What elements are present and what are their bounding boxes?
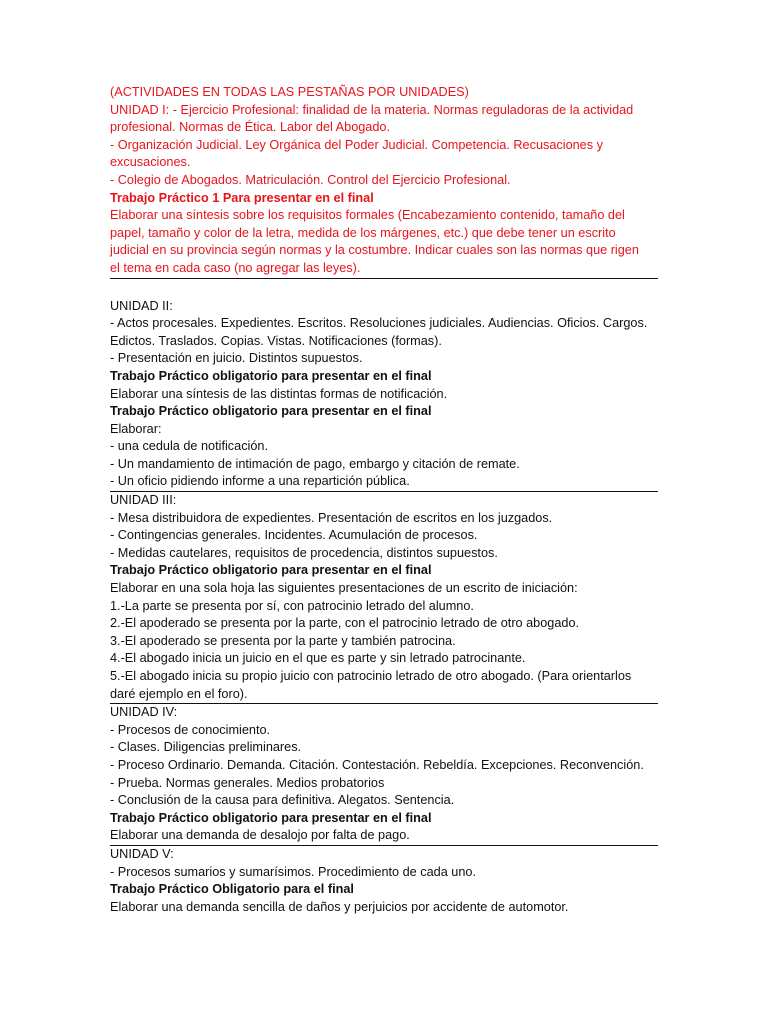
unit4-tp-line: Elaborar una demanda de desalojo por falta de pago. — [110, 827, 658, 846]
unit5-title: UNIDAD V: — [110, 846, 174, 861]
tp1-line: judicial en su provincia según normas y la costumbre. Indicar cuales son las normas que rigen — [110, 243, 639, 258]
unit2-line: Edictos. Traslados. Copias. Vistas. Notificaciones (formas). — [110, 333, 442, 348]
unit3-tp-line: 1.-La parte se presenta por sí, con patrocinio letrado del alumno. — [110, 598, 474, 613]
tp1-line: el tema en cada caso (no agregar las leyes). — [110, 260, 658, 279]
unit4-line: - Prueba. Normas generales. Medios probatorios — [110, 775, 385, 790]
unit2-tp-line: - una cedula de notificación. — [110, 439, 268, 454]
unit2-title: UNIDAD II: — [110, 298, 173, 313]
unit3-tp-line: daré ejemplo en el foro). — [110, 686, 658, 705]
unit2-tp-line: - Un mandamiento de intimación de pago, embargo y citación de remate. — [110, 456, 520, 471]
unit3-tp-line: 2.-El apoderado se presenta por la parte, con el patrocinio letrado de otro abogado. — [110, 616, 580, 631]
unit4-line: - Procesos de conocimiento. — [110, 722, 271, 737]
unit5-section — [110, 846, 658, 916]
unit2-tp-title: Trabajo Práctico obligatorio para presentar en el final — [110, 368, 432, 383]
tp1-title: Trabajo Práctico 1 Para presentar en el final — [110, 190, 374, 205]
unit3-title: UNIDAD III: — [110, 493, 177, 508]
tp1-line: papel, tamaño y color de la letra, medida de los márgenes, etc.) que debe tener un escrito — [110, 225, 616, 240]
unit4-section — [110, 704, 658, 846]
unit2-line: - Presentación en juicio. Distintos supuestos. — [110, 351, 363, 366]
unit4-tp-title: Trabajo Práctico obligatorio para presentar en el final — [110, 810, 432, 825]
unit2-section — [110, 298, 658, 493]
unit3-line: - Mesa distribuidora de expedientes. Presentación de escritos en los juzgados. — [110, 510, 553, 525]
unit1-line: - Organización Judicial. Ley Orgánica del Poder Judicial. Competencia. Recusaciones y — [110, 137, 603, 152]
document-page — [110, 84, 658, 916]
unit4-title: UNIDAD IV: — [110, 705, 178, 720]
spacer — [110, 279, 658, 298]
unit3-line: - Medidas cautelares, requisitos de procedencia, distintos supuestos. — [110, 545, 498, 560]
unit3-tp-line: 5.-El abogado inicia su propio juicio con patrocinio letrado de otro abogado. (Para orientarlos — [110, 669, 632, 683]
intro-section — [110, 84, 658, 279]
unit1-line: - Colegio de Abogados. Matriculación. Control del Ejercicio Profesional. — [110, 172, 511, 187]
unit1-line: UNIDAD I: - Ejercicio Profesional: finalidad de la materia. Normas reguladoras de la actividad — [110, 102, 634, 117]
unit4-line: - Proceso Ordinario. Demanda. Citación. Contestación. Rebeldía. Excepciones. Reconvención. — [110, 757, 644, 772]
unit3-section — [110, 492, 658, 704]
unit5-tp-line: Elaborar una demanda sencilla de daños y perjuicios por accidente de automotor. — [110, 899, 569, 914]
unit3-tp-line: 3.-El apoderado se presenta por la parte y también patrocina. — [110, 633, 456, 648]
unit1-line: profesional. Normas de Ética. Labor del Abogado. — [110, 120, 391, 135]
tp1-line: Elaborar una síntesis sobre los requisitos formales (Encabezamiento contenido, tamaño del — [110, 208, 625, 223]
unit4-line: - Clases. Diligencias preliminares. — [110, 740, 302, 755]
unit5-line: - Procesos sumarios y sumarísimos. Procedimiento de cada uno. — [110, 864, 476, 879]
activities-heading: (ACTIVIDADES EN TODAS LAS PESTAÑAS POR UNIDADES) — [110, 85, 469, 99]
unit2-tp-line: - Un oficio pidiendo informe a una repartición pública. — [110, 473, 658, 492]
unit4-line: - Conclusión de la causa para definitiva. Alegatos. Sentencia. — [110, 793, 455, 808]
unit3-line: - Contingencias generales. Incidentes. Acumulación de procesos. — [110, 528, 478, 543]
unit3-tp-title: Trabajo Práctico obligatorio para presentar en el final — [110, 563, 432, 578]
unit3-tp-line: 4.-El abogado inicia un juicio en el que es parte y sin letrado patrocinante. — [110, 651, 526, 666]
unit1-line: excusaciones. — [110, 155, 191, 170]
unit5-tp-title: Trabajo Práctico Obligatorio para el final — [110, 882, 354, 897]
unit2-tp-title: Trabajo Práctico obligatorio para presentar en el final — [110, 404, 432, 419]
unit2-line: - Actos procesales. Expedientes. Escritos. Resoluciones judiciales. Audiencias. Oficios. Cargos. — [110, 316, 648, 331]
unit2-tp-line: Elaborar una síntesis de las distintas formas de notificación. — [110, 386, 448, 401]
unit2-tp-line: Elaborar: — [110, 421, 162, 436]
unit3-tp-line: Elaborar en una sola hoja las siguientes presentaciones de un escrito de iniciación: — [110, 581, 578, 596]
